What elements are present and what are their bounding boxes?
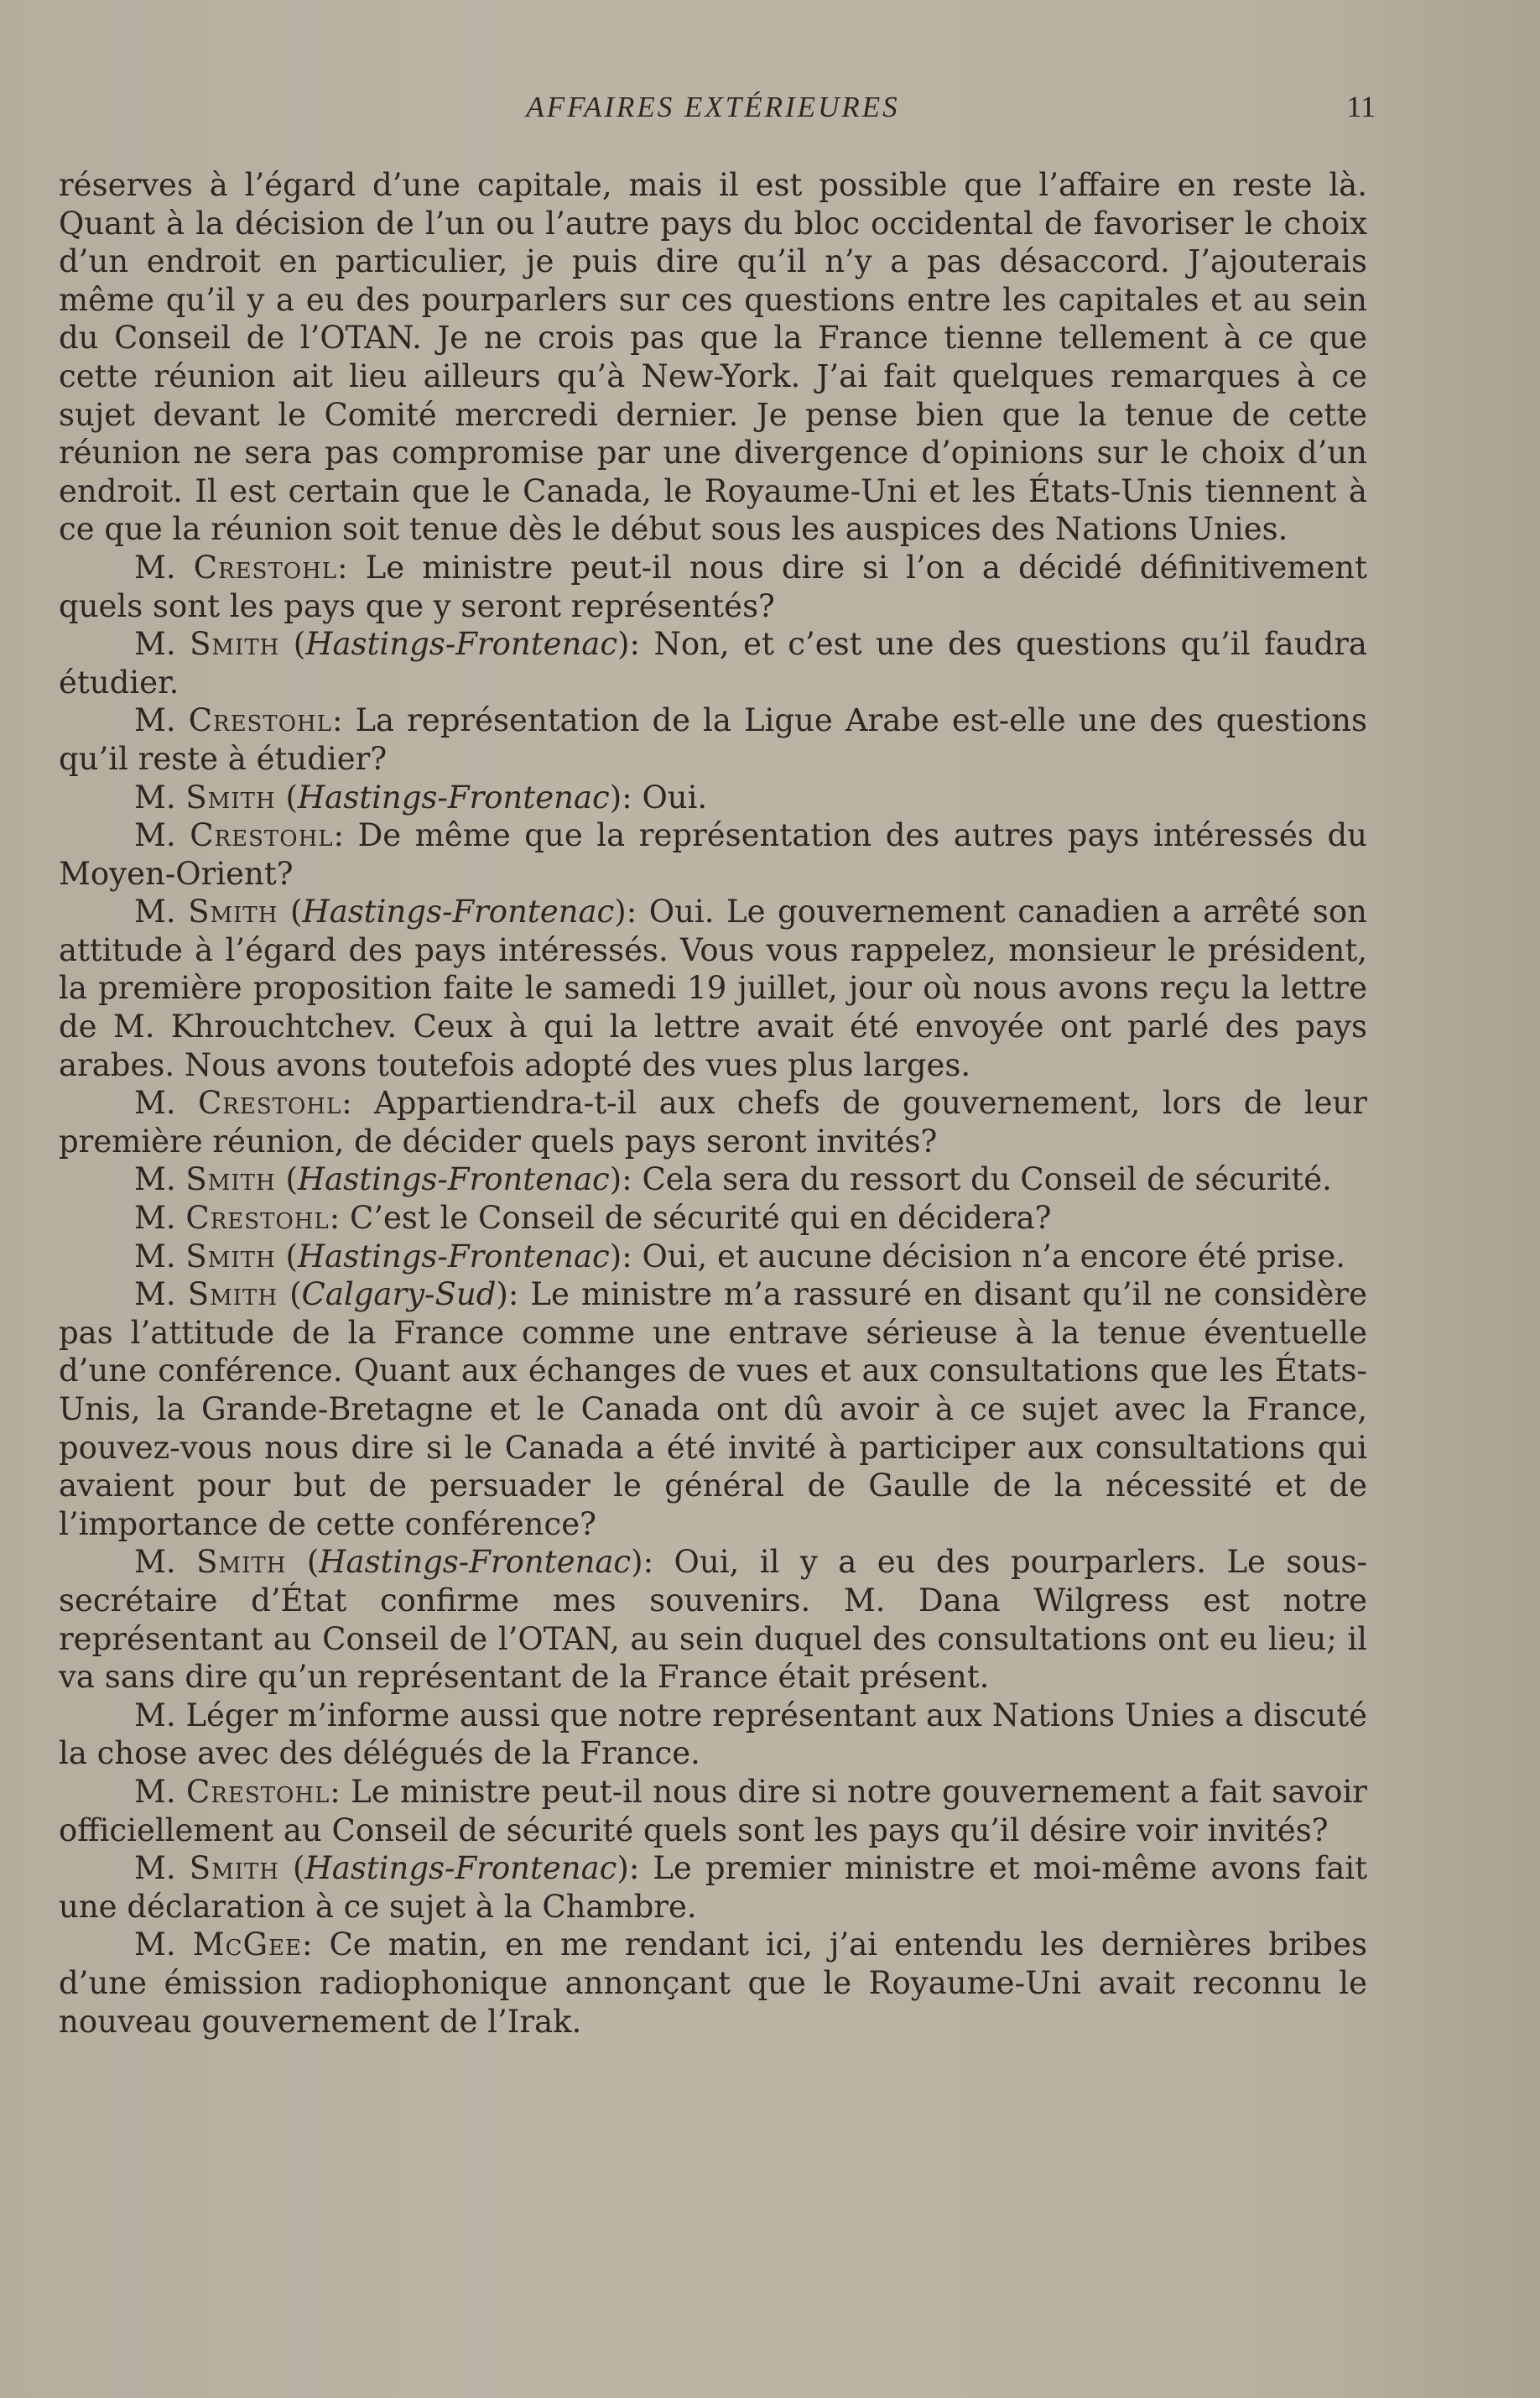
paragraph-text: M. Léger m’informe aussi que notre représentant aux Nations Unies a discuté la chose avec des délégués de la France. [59,1697,1367,1772]
speaker-name: Smith [196,1544,287,1581]
paragraph-text: La représentation de la Ligue Arabe est-elle une des questions qu’il reste à étudier? [59,702,1367,777]
paragraph-text: Le ministre peut-il nous dire si notre gouvernement a fait savoir officiellement au Conseil de sécurité quels sont les pays qu’il désire voir invités? [59,1773,1367,1848]
paragraph: M. Smith (Hastings-Frontenac): Non, et c’est une des questions qu’il faudra étudier. [59,626,1367,701]
riding-name: Hastings-Frontenac [297,779,610,816]
speaker-name: Crestohl [193,549,338,586]
speaker-name: Crestohl [190,817,334,854]
paragraph [59,166,1367,549]
speaker-name: Smith [185,1238,276,1275]
running-title: AFFAIRES EXTÉRIEURES [526,91,900,123]
paragraph: M. Crestohl: Appartiendra-t-il aux chefs de gouvernement, lors de leur première réunion, de décider quels pays seront invités? [59,1085,1367,1160]
speaker-name: Smith [185,779,276,816]
paragraph: M. Smith (Hastings-Frontenac): Cela sera du ressort du Conseil de sécurité. [134,1161,1332,1198]
speaker-name: Crestohl [185,1200,330,1237]
paragraph: M. Crestohl: La représentation de la Ligue Arabe est-elle une des questions qu’il reste à étudier? [59,702,1367,777]
riding-name: Hastings-Frontenac [297,1238,610,1275]
paragraph: M. Crestohl: Le ministre peut-il nous dire si notre gouvernement a fait savoir officiellement au Conseil de sécurité quels sont les pays qu’il désire voir invités? [59,1773,1367,1848]
paragraph: M. Crestohl: C’est le Conseil de sécurité qui en décidera? [134,1200,1052,1237]
speaker-name: McGee [192,1926,302,1963]
paragraph: M. Smith (Hastings-Frontenac): Oui, et aucune décision n’a encore été prise. [134,1238,1345,1275]
riding-name: Hastings-Frontenac [319,1544,632,1581]
paragraph: M. Crestohl: De même que la représentation des autres pays intéressés du Moyen-Orient? [59,817,1367,892]
paragraph-text: Le premier ministre et moi-même avons fait une déclaration à ce sujet à la Chambre. [59,1850,1367,1925]
riding-name: Calgary-Sud [301,1276,497,1313]
body-text [59,166,1367,2041]
page-number: 11 [1346,90,1376,123]
speaker-name: Crestohl [197,1085,342,1122]
speaker-name: Crestohl [188,702,332,739]
riding-name: Hastings-Frontenac [304,1850,617,1887]
paragraph-text: De même que la représentation des autres pays intéressés du Moyen-Orient? [59,817,1367,892]
paragraph-text: Non, et c’est une des questions qu’il faudra étudier. [59,626,1367,701]
riding-name: Hastings-Frontenac [302,894,615,931]
paragraph [59,1697,1367,1773]
paragraph: M. Smith (Hastings-Frontenac): Oui. [134,779,708,816]
paragraph-text: Oui, et aucune décision n’a encore été prise. [642,1238,1345,1275]
paragraph: M. Smith (Hastings-Frontenac): Le premier ministre et moi-même avons fait une déclaration à ce sujet à la Chambre. [59,1850,1367,1925]
paragraph: M. Smith (Hastings-Frontenac): Oui. Le gouvernement canadien a arrêté son attitude à l’égard des pays intéressés. Vous vous rappelez, monsieur le président, la première proposition faite le samedi 19 juillet, jour où nous avons reçu la lettre de M. Khrouchtchev. Ceux à qui la lettre avait été envoyée ont parlé des pays arabes. Nous avons toutefois adopté des vues plus larges. [59,894,1367,1083]
speaker-name: Smith [190,626,280,663]
paragraph-text: Oui. Le gouvernement canadien a arrêté son attitude à l’égard des pays intéressés. Vous vous rappelez, monsieur le président, la première proposition faite le samedi 19 juillet, jour où nous avons reçu la lettre de M. Khrouchtchev. Ceux à qui la lettre avait été envoyée ont parlé des pays arabes. Nous avons toutefois adopté des vues plus larges. [59,894,1367,1083]
paragraph-text: Ce matin, en me rendant ici, j’ai entendu les dernières bribes d’une émission radiophonique annonçant que le Royaume-Uni avait reconnu le nouveau gouvernement de l’Irak. [59,1926,1367,2040]
paragraph-text: Oui. [642,779,708,816]
paragraph: M. Smith (Calgary-Sud): Le ministre m’a rassuré en disant qu’il ne considère pas l’attitude de la France comme une entrave sérieuse à la tenue éventuelle d’une conférence. Quant aux échanges de vues et aux consultations que les États-Unis, la Grande-Bretagne et le Canada ont dû avoir à ce sujet avec la France, pouvez-vous nous dire si le Canada a été invité à participer aux consultations qui avaient pour but de persuader le général de Gaulle de la nécessité et de l’importance de cette conférence? [59,1276,1367,1542]
paragraph-text: Oui, il y a eu des pourparlers. Le sous-secrétaire d’État confirme mes souvenirs. M. Dana Wilgress est notre représentant au Conseil de l’OTAN, au sein duquel des consultations ont eu lieu; il va sans dire qu’un représentant de la France était présent. [59,1544,1367,1696]
riding-name: Hastings-Frontenac [305,626,618,663]
paragraph: M. McGee: Ce matin, en me rendant ici, j’ai entendu les dernières bribes d’une émission radiophonique annonçant que le Royaume-Uni avait reconnu le nouveau gouvernement de l’Irak. [59,1926,1367,2040]
paragraph-text: Le ministre peut-il nous dire si l’on a décidé définitivement quels sont les pays que y seront représentés? [59,549,1367,624]
paragraph-text: Cela sera du ressort du Conseil de sécurité. [642,1161,1332,1198]
paragraph: M. Smith (Hastings-Frontenac): Oui, il y a eu des pourparlers. Le sous-secrétaire d’État confirme mes souvenirs. M. Dana Wilgress est notre représentant au Conseil de l’OTAN, au sein duquel des consultations ont eu lieu; il va sans dire qu’un représentant de la France était présent. [59,1544,1367,1696]
speaker-name: Smith [188,894,278,931]
paragraph-text: réserves à l’égard d’une capitale, mais il est possible que l’affaire en reste là. Quant à la décision de l’un ou l’autre pays du bloc occidental de favoriser le choix d’un endroit en particulier, je puis dire qu’il n’y a pas désaccord. J’ajouterais même qu’il y a eu des pourparlers sur ces questions entre les capitales et au sein du Conseil de l’OTAN. Je ne crois pas que la France tienne tellement à ce que cette réunion ait lieu ailleurs qu’à New-York. J’ai fait quelques remarques à ce sujet devant le Comité mercredi dernier. Je pense bien que la tenue de cette réunion ne sera pas compromise par une divergence d’opinions sur le choix d’un endroit. Il est certain que le Canada, le Royaume-Uni et les États-Unis tiennent à ce que la réunion soit tenue dès le début sous les auspices des Nations Unies. [59,167,1367,548]
page-header [59,90,1376,141]
paragraph-text: C’est le Conseil de sécurité qui en décidera? [349,1200,1052,1237]
paragraph-text: Appartiendra-t-il aux chefs de gouvernement, lors de leur première réunion, de décider quels pays seront invités? [59,1085,1367,1160]
speaker-name: Smith [185,1161,276,1198]
riding-name: Hastings-Frontenac [297,1161,610,1198]
speaker-name: Smith [189,1850,279,1887]
paragraph-text: Le ministre m’a rassuré en disant qu’il ne considère pas l’attitude de la France comme une entrave sérieuse à la tenue éventuelle d’une conférence. Quant aux échanges de vues et aux consultations que les États-Unis, la Grande-Bretagne et le Canada ont dû avoir à ce sujet avec la France, pouvez-vous nous dire si le Canada a été invité à participer aux consultations qui avaient pour but de persuader le général de Gaulle de la nécessité et de l’importance de cette conférence? [59,1276,1367,1542]
paragraph: M. Crestohl: Le ministre peut-il nous dire si l’on a décidé définitivement quels sont les pays que y seront représentés? [59,549,1367,624]
speaker-name: Crestohl [186,1773,330,1810]
speaker-name: Smith [187,1276,278,1313]
